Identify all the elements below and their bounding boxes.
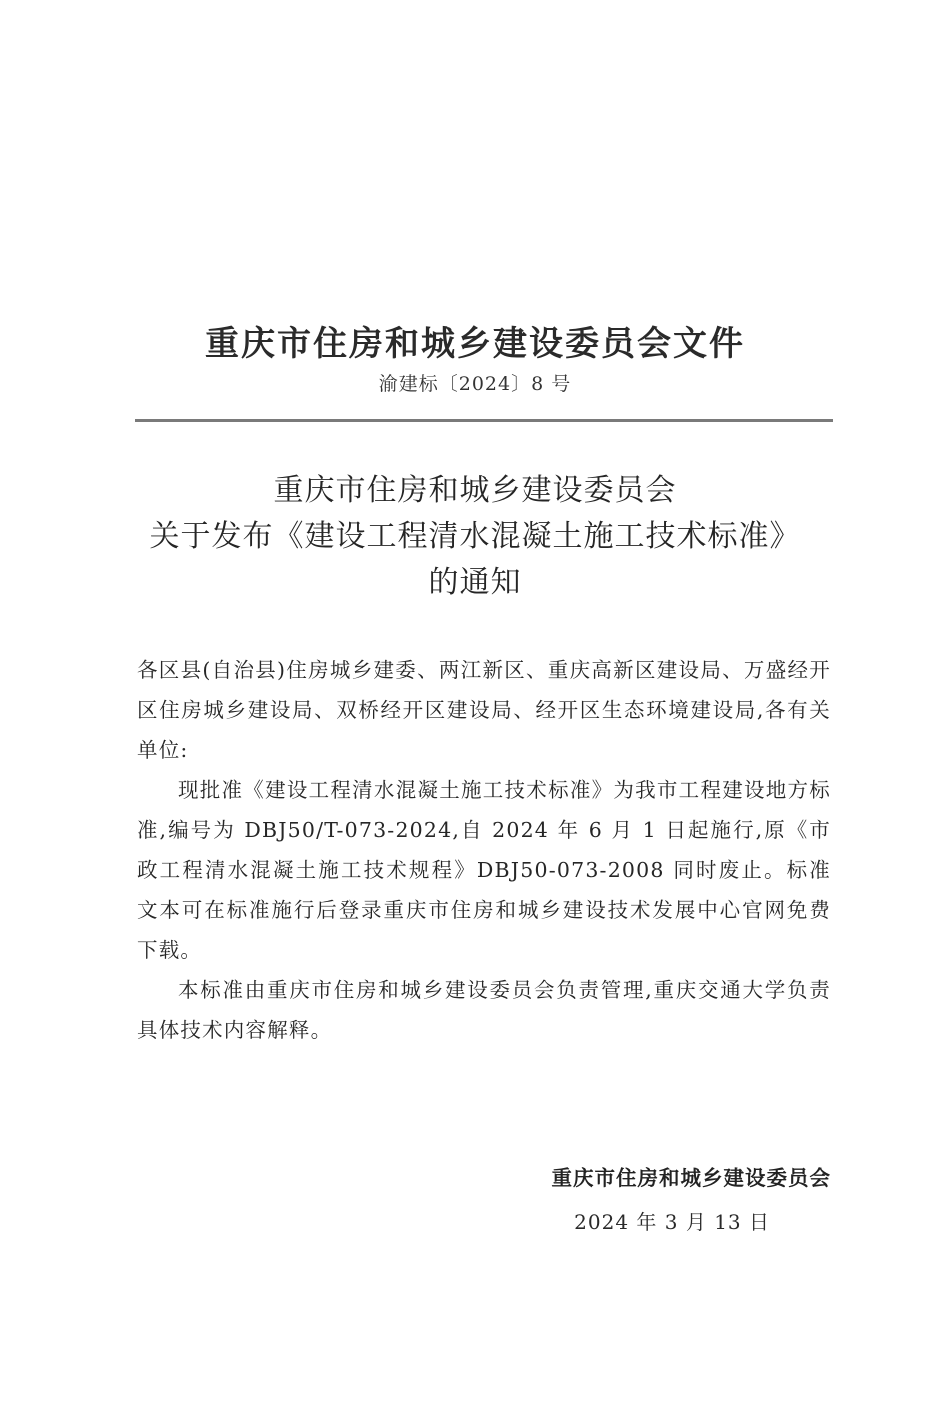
header-separator [135, 419, 833, 422]
notice-title-line-1: 重庆市住房和城乡建设委员会 [273, 473, 677, 508]
body-paragraph-2: 本标准由重庆市住房和城乡建设委员会负责管理,重庆交通大学负责具体技术内容解释。 [137, 978, 831, 1042]
notice-body [137, 650, 831, 1050]
signature-organization: 重庆市住房和城乡建设委员会 [551, 1166, 831, 1190]
addressees: 各区县(自治县)住房城乡建委、两江新区、重庆高新区建设局、万盛经开区住房城乡建设局、双桥经开区建设局、经开区生态环境建设局,各有关单位: [137, 658, 831, 762]
issuer-title: 重庆市住房和城乡建设委员会文件 [205, 324, 745, 364]
body-paragraph-1: 现批准《建设工程清水混凝土施工技术标准》为我市工程建设地方标准,编号为 DBJ50/T-073-2024,自 2024 年 6 月 1 日起施行,原《市政工程清水混凝土施工技术规程》DBJ50-073-2008 同时废止。标准文本可在标准施行后登录重庆市住房和城乡建设技术发展中心官网免费下载。 [137, 778, 831, 962]
notice-title-line-2: 关于发布《建设工程清水混凝土施工技术标准》 [149, 519, 801, 554]
notice-title-line-3: 的通知 [428, 565, 522, 600]
document-number: 渝建标〔2024〕8 号 [378, 373, 572, 395]
notice-title [0, 468, 950, 606]
signature-date: 2024 年 3 月 13 日 [574, 1210, 770, 1234]
